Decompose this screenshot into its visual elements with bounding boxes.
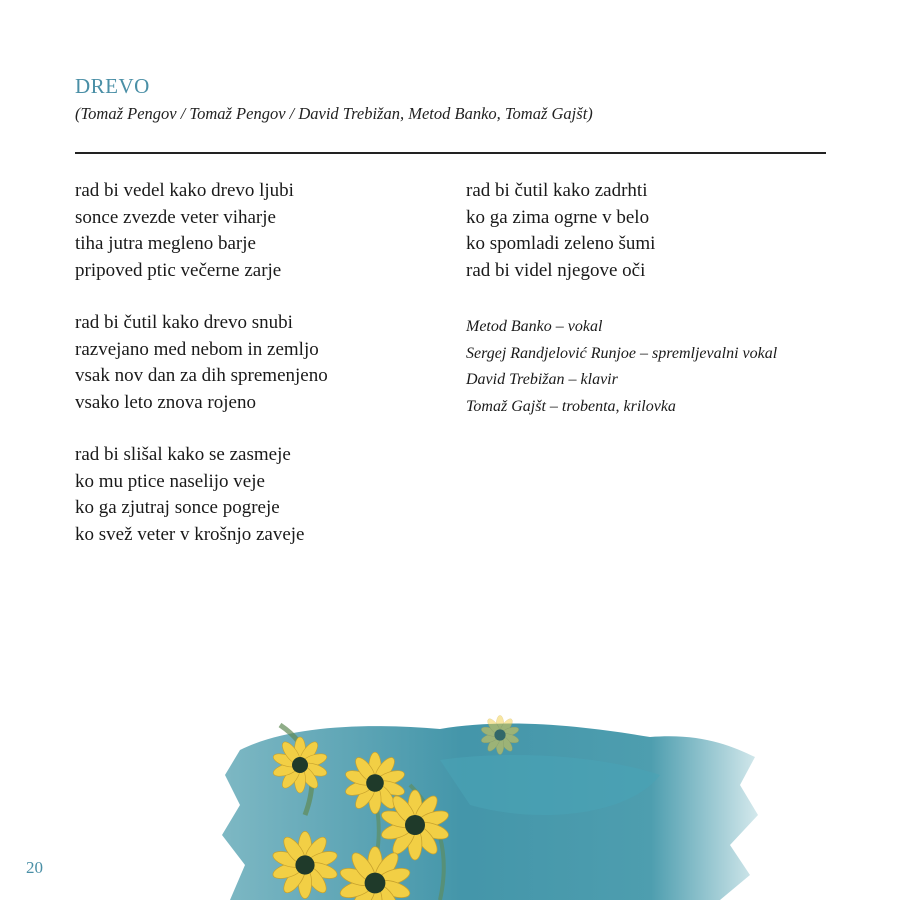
lyric-line: rad bi videl njegove oči — [466, 259, 646, 281]
stanza-2 — [75, 310, 435, 416]
lyric-line: vsak nov dan za dih spremenjeno — [75, 365, 328, 386]
lyric-line: sonce zvezde veter viharje — [75, 206, 276, 228]
title-divider — [75, 152, 826, 154]
lyric-line: ko spomladi zeleno šumi — [466, 233, 656, 254]
lyric-line: tiha jutra megleno barje — [75, 233, 256, 254]
lyric-line: rad bi vedel kako drevo ljubi — [75, 180, 294, 201]
stanza-3 — [75, 442, 435, 548]
musician-credits — [466, 314, 826, 420]
musician-credit: Metod Banko – vokal — [466, 318, 603, 335]
lyrics-column-right — [466, 178, 826, 420]
lyric-line: rad bi čutil kako drevo snubi — [75, 312, 293, 333]
lyric-line: ko ga zjutraj sonce pogreje — [75, 497, 280, 518]
lyric-line: razvejano med nebom in zemljo — [75, 338, 319, 360]
lyric-line: ko ga zima ogrne v belo — [466, 206, 650, 228]
musician-credit: Tomaž Gajšt – trobenta, krilovka — [466, 397, 676, 415]
lyric-line: rad bi slišal kako se zasmeje — [75, 444, 291, 465]
lyric-line: pripoved ptic večerne zarje — [75, 259, 282, 281]
lyric-line: rad bi čutil kako zadrhti — [466, 180, 648, 201]
page-number: 20 — [26, 858, 43, 877]
musician-credit: Sergej Randjelović Runjoe – spremljevalni vokal — [466, 344, 778, 362]
lyric-line: vsako leto znova rojeno — [75, 391, 256, 413]
lyric-line: ko svež veter v krošnjo zaveje — [75, 523, 305, 545]
song-title: DREVO — [75, 74, 150, 98]
watercolor-flowers-illustration — [210, 705, 770, 900]
stanza-4 — [466, 178, 826, 284]
musician-credit: David Trebižan – klavir — [466, 371, 618, 388]
lyric-line: ko mu ptice naselijo veje — [75, 470, 265, 492]
stanza-1 — [75, 178, 435, 284]
lyrics-column-left — [75, 178, 435, 574]
song-credits: (Tomaž Pengov / Tomaž Pengov / David Trebižan, Metod Banko, Tomaž Gajšt) — [75, 104, 593, 123]
